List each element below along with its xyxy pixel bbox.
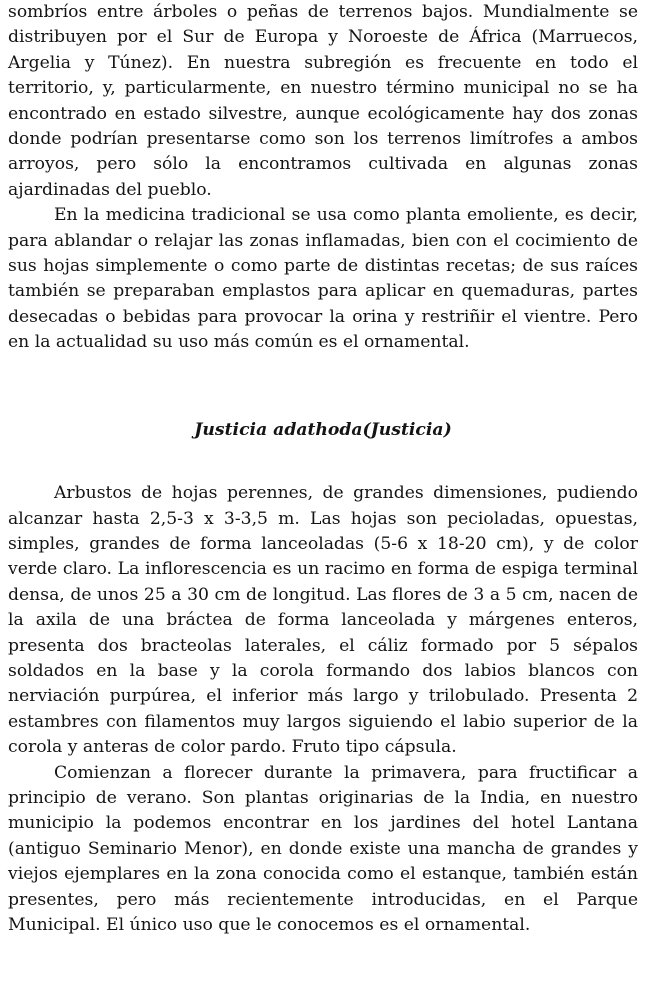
paragraph-flowering-distribution: Comienzan a florecer durante la primavera, para fructificar a principio de verano. Son plantas originarias de la India, en nuestro municipio la podemos encontrar en los jardines del hotel Lantana (antiguo Seminario Menor), en donde existe una mancha de grandes y viejos ejemplares en la zona conocida como el estanque, también están presentes, pero más recientemente introducidas, en el Parque Municipal. El único uso que le conocemos es el ornamental. [8,762,638,935]
section-heading-justicia: Justicia adathoda(Justicia) [194,419,452,440]
paragraph-habitat: sombríos entre árboles o peñas de terrenos bajos. Mundialmente se distribuyen por el Sur de Europa y Noroeste de África (Marruecos, Argelia y Túnez). En nuestra subregión es frecuente en todo el territorio, y, particularmente, en nuestro término municipal no se ha encontrado en estado silvestre, aunque ecológicamente hay dos zonas donde podrían presentarse como son los terrenos limítrofes a ambos arroyos, pero sólo la encontramos cultivada en algunas zonas ajardinadas del pueblo. [8,2,638,200]
paragraph-description: Arbustos de hojas perennes, de grandes dimensiones, pudiendo alcanzar hasta 2,5-3 x 3-3,5 m. Las hojas son pecioladas, opuestas, simples, grandes de forma lanceoladas (5-6 x 18-20 cm), y de color verde claro. La inflorescencia es un racimo en forma de espiga terminal densa, de unos 25 a 30 cm de longitud. Las flores de 3 a 5 cm, nacen de la axila de una bráctea de forma lanceolada y márgenes enteros, presenta dos bracteolas laterales, el cáliz formado por 5 sépalos soldados en la base y la corola formando dos labios blancos con nerviación purpúrea, el inferior más largo y trilobulado. Presenta 2 estambres con filamentos muy largos siguiendo el labio superior de la corola y anteras de color pardo. Fruto tipo cápsula. [8,483,638,758]
document-page [8,0,638,938]
paragraph-traditional-medicine: En la medicina tradicional se usa como planta emoliente, es decir, para ablandar o relajar las zonas inflamadas, bien con el cocimiento de sus hojas simplemente o como parte de distintas recetas; de sus raíces también se preparaban emplastos para aplicar en quemaduras, partes desecadas o bebidas para provocar la orina y restriñir el vientre. Pero en la actualidad su uso más común es el ornamental. [8,205,638,353]
